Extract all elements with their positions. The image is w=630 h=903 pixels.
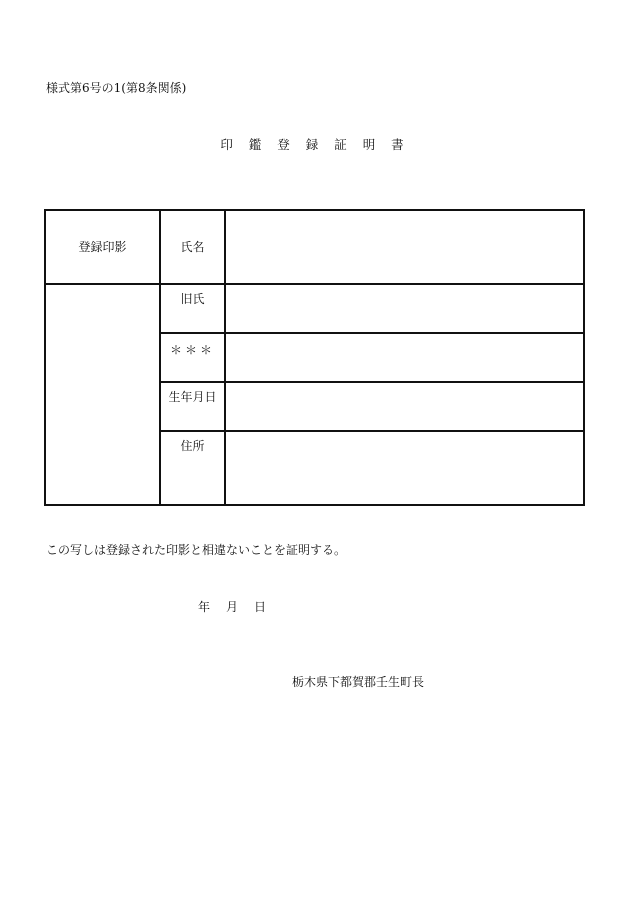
document-title: 印 鑑 登 録 証 明 書 — [220, 137, 410, 152]
name-label: 氏名 — [160, 210, 225, 284]
name-value — [225, 210, 584, 284]
former-name-value — [225, 284, 584, 333]
masked-label: ＊＊＊ — [160, 333, 225, 382]
issuer-name: 栃木県下都賀郡壬生町長 — [292, 675, 425, 689]
date-line — [198, 599, 266, 615]
registered-seal-area — [45, 284, 160, 505]
address-value — [225, 431, 584, 505]
table-row — [45, 210, 584, 284]
date-day: 日 — [254, 600, 267, 614]
date-month: 月 — [226, 600, 239, 614]
seal-registration-table — [44, 209, 585, 506]
birthdate-label: 生年月日 — [160, 382, 225, 431]
birthdate-value — [225, 382, 584, 431]
date-year: 年 — [198, 600, 211, 614]
registered-seal-label: 登録印影 — [45, 210, 160, 284]
table-row — [45, 284, 584, 333]
certification-statement: この写しは登録された印影と相違ないことを証明する。 — [46, 543, 347, 557]
address-label: 住所 — [160, 431, 225, 505]
form-number: 様式第6号の1(第8条関係) — [46, 81, 187, 95]
masked-value — [225, 333, 584, 382]
former-name-label: 旧氏 — [160, 284, 225, 333]
